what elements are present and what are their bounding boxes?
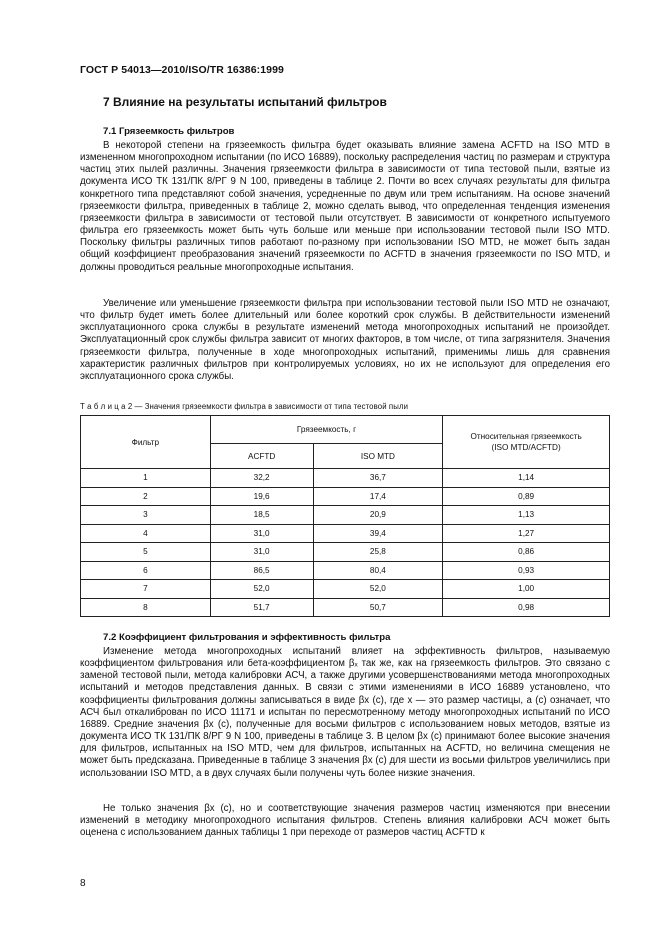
header-dust-capacity: Грязеемкость, г xyxy=(210,416,443,444)
cell-acftd: 32,2 xyxy=(210,469,313,488)
cell-iso-mtd: 36,7 xyxy=(313,469,443,488)
table-row xyxy=(81,580,610,599)
cell-acftd: 86,5 xyxy=(210,561,313,580)
cell-relative: 0,93 xyxy=(443,561,610,580)
table-row xyxy=(81,506,610,525)
cell-acftd: 19,6 xyxy=(210,487,313,506)
cell-iso-mtd: 80,4 xyxy=(313,561,443,580)
cell-filter: 8 xyxy=(81,598,211,617)
cell-relative: 0,98 xyxy=(443,598,610,617)
cell-acftd: 31,0 xyxy=(210,543,313,562)
cell-relative: 1,27 xyxy=(443,524,610,543)
cell-acftd: 31,0 xyxy=(210,524,313,543)
table-row xyxy=(81,543,610,562)
cell-relative: 0,86 xyxy=(443,543,610,562)
table-row xyxy=(81,561,610,580)
cell-iso-mtd: 17,4 xyxy=(313,487,443,506)
header-relative-capacity xyxy=(443,416,610,469)
subsection-title-7-2: 7.2 Коэффициент фильтрования и эффективность фильтра xyxy=(103,632,391,643)
standard-header: ГОСТ Р 54013—2010/ISO/TR 16386:1999 xyxy=(80,64,284,76)
cell-iso-mtd: 39,4 xyxy=(313,524,443,543)
header-filter: Фильтр xyxy=(81,416,211,469)
cell-filter: 7 xyxy=(81,580,211,599)
cell-acftd: 52,0 xyxy=(210,580,313,599)
cell-acftd: 51,7 xyxy=(210,598,313,617)
cell-filter: 4 xyxy=(81,524,211,543)
subsection-title-7-1: 7.1 Грязеемкость фильтров xyxy=(103,126,235,137)
header-relative-line2: (ISO MTD/ACFTD) xyxy=(491,443,561,452)
cell-relative: 0,89 xyxy=(443,487,610,506)
paragraph-7-1-1: В некоторой степени на грязеемкость фильтра будет оказывать влияние замена ACFTD на ISO MTD в измененном многопроходном испытании (по ИСО 16889), поскольку распределения частиц по размерам и структура частиц этих пылей различны. Значения грязеемкости фильтра в зависимости от типа тестовой пыли, взятые из документа ИСО ТК 131/ПК 8/РГ 9 N 100, приведены в таблице 2. Почти во всех случаях результаты для фильтра конкретного типа представляют собой значения, усредненные по двум или трем испытаниям. На основе значений грязеемкости фильтра, приведенных в таблице 2, можно сделать вывод, что определенная тенденция изменения грязеемкости фильтра в зависимости от тестовой пыли отсутствует. В зависимости от конкретного испытуемого фильтра его грязеемкость может быть чуть больше или меньше при использовании тестовой пыли ISO MTD. Поскольку фильтры различных типов работают по-разному при использовании ISO MTD, не может быть задан общий коэффициент преобразования значений грязеемкости по ACFTD в значения грязеемкости по ISO MTD, и должны проводиться реальные многопроходные испытания. xyxy=(80,140,610,273)
cell-filter: 6 xyxy=(81,561,211,580)
table-row xyxy=(81,469,610,488)
page-number: 8 xyxy=(80,878,86,889)
paragraph-7-1-2: Увеличение или уменьшение грязеемкости фильтра при использовании тестовой пыли ISO MTD не означают, что фильтр будет иметь более длительный или более короткий срок службы. В действительности изменений эксплуатационного срока службы в результате изменений метода многопроходных испытаний не произойдет. Эксплуатационный срок службы фильтра зависит от многих факторов, в том числе, от типа загрязнителя. Значения грязеемкости фильтра, полученные в ходе многопроходных испытаний, применимы лишь для сравнения характеристик различных фильтров при контролируемых условиях, но их не используют для определения его эксплуатационного срока службы. xyxy=(80,298,610,382)
header-acftd: ACFTD xyxy=(210,444,313,469)
cell-iso-mtd: 20,9 xyxy=(313,506,443,525)
paragraph-7-2-1: Изменение метода многопроходных испытаний влияет на эффективность фильтров, называемую коэффициентом фильтрования или бета-коэффициентом βₓ так же, как на грязеемкость фильтров. Это связано с заменой тестовой пыли, метода калибровки АСЧ, а также другими усовершенствованиями метода многопроходных испытаний и методов представления данных. В связи с этими изменениями в ИСО 16889 установлено, что коэффициенты фильтрования должны записываться в виде βx (c), где x — это размер частицы, а (c) означает, что АСЧ был откалиброван по ИСО 11171 и испытан по пересмотренному методу многопроходных испытаний по ИСО 16889. Средние значения βx (c), полученные для восьми фильтров с использованием новых методов, взятые из документа ИСО ТК 131/ПК 8/РГ 9 N 100, приведены в таблице 3. В целом βx (c) принимают более высокие значения для фильтров, испытанных на ISO MTD, чем для фильтров, испытанных на ACFTD, но величина смещения не может быть предсказана. Приведенные в таблице 3 значения βx (c) для шести из восьми фильтров увеличились при использовании ISO MTD, а в двух случаях были получены чуть более низкие значения. xyxy=(80,646,610,779)
cell-relative: 1,00 xyxy=(443,580,610,599)
cell-iso-mtd: 52,0 xyxy=(313,580,443,599)
cell-acftd: 18,5 xyxy=(210,506,313,525)
table-row xyxy=(81,598,610,617)
cell-relative: 1,14 xyxy=(443,469,610,488)
section-title: 7 Влияние на результаты испытаний фильтров xyxy=(103,95,387,109)
table-caption: Т а б л и ц а 2 — Значения грязеемкости фильтра в зависимости от типа тестовой пыли xyxy=(80,402,409,411)
cell-iso-mtd: 50,7 xyxy=(313,598,443,617)
header-relative-line1: Относительная грязеемкость xyxy=(470,432,582,441)
dust-capacity-table xyxy=(80,415,610,617)
header-iso-mtd: ISO MTD xyxy=(313,444,443,469)
cell-filter: 5 xyxy=(81,543,211,562)
paragraph-7-2-2: Не только значения βx (c), но и соответствующие значения размеров частиц изменяются при внесении изменений в методику многопроходного испытания фильтров. Степень влияния калибровки АСЧ может быть оценена с использованием данных таблицы 1 при переходе от размеров частиц ACFTD к xyxy=(80,803,610,839)
cell-relative: 1,13 xyxy=(443,506,610,525)
table-row xyxy=(81,487,610,506)
cell-filter: 3 xyxy=(81,506,211,525)
cell-iso-mtd: 25,8 xyxy=(313,543,443,562)
cell-filter: 1 xyxy=(81,469,211,488)
table-row xyxy=(81,524,610,543)
cell-filter: 2 xyxy=(81,487,211,506)
